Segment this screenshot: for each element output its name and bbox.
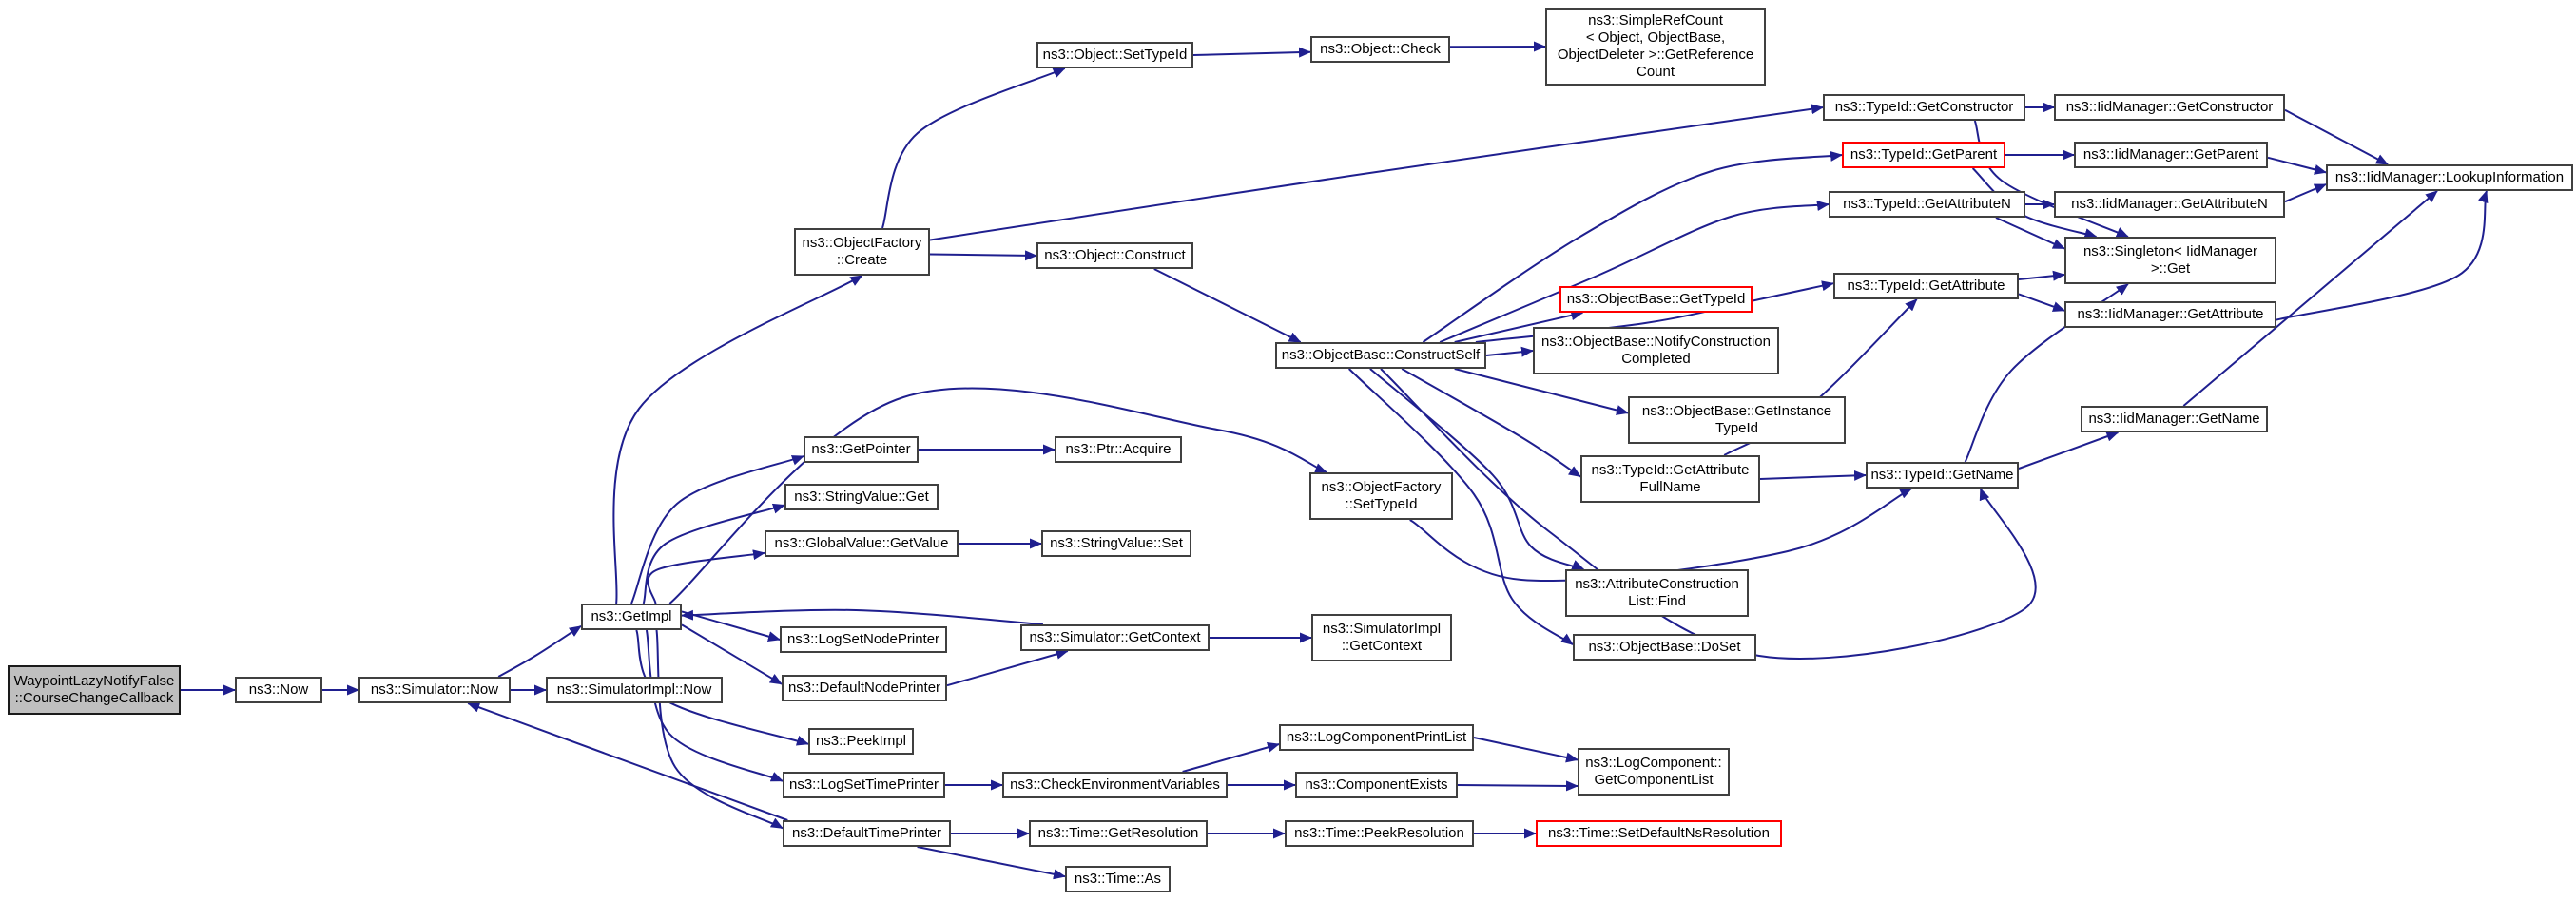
edge-simGetContext-getImpl: [682, 610, 1043, 624]
node-getInstanceTypeId[interactable]: [1628, 396, 1846, 444]
node-label-line: >::Get: [2150, 260, 2191, 277]
node-label-line: ns3::LogSetNodePrinter: [786, 631, 940, 647]
node-label-line: ns3::Object::Construct: [1044, 247, 1186, 263]
edge-getImpl-stringValueGet: [644, 505, 784, 604]
node-label-line: ns3::LogComponent::: [1585, 755, 1722, 771]
node-label-line: ns3::IidManager::GetParent: [2082, 146, 2259, 163]
node-objConstruct[interactable]: [1036, 242, 1193, 269]
node-label-line: ns3::StringValue::Set: [1050, 535, 1183, 551]
node-lookupInfo[interactable]: [2326, 164, 2573, 191]
node-label-line: ns3::DefaultTimePrinter: [791, 825, 941, 841]
node-label-line: ::SetTypeId: [1345, 496, 1418, 512]
node-objCheck[interactable]: [1310, 36, 1450, 63]
edge-objFactoryCreate-typeIdGetConstructor: [930, 107, 1823, 240]
edge-getImpl-logSetTimePrinter: [647, 630, 783, 781]
node-label-line: ns3::IidManager::GetAttribute: [2077, 306, 2264, 322]
node-label-line: ns3::SimulatorImpl::Now: [556, 681, 712, 698]
edge-constructSelf-getAttrFullName: [1402, 369, 1580, 477]
node-label-line: ns3::GlobalValue::GetValue: [774, 535, 949, 551]
node-label-line: ::Create: [836, 252, 888, 268]
node-label-line: ns3::GetPointer: [811, 441, 911, 457]
node-label-line: WaypointLazyNotifyFalse: [13, 673, 175, 689]
node-logComponentPrintList[interactable]: [1279, 724, 1474, 751]
node-label-line: Count: [1636, 64, 1675, 80]
node-label-line: ns3::ObjectBase::ConstructSelf: [1281, 347, 1481, 363]
edge-defaultNodePrinter-simGetContext: [947, 651, 1068, 685]
node-logSetTimePrinter[interactable]: [783, 772, 945, 798]
edge-iidGetConstructor-lookupInfo: [2285, 110, 2388, 164]
node-label-line: ns3::ObjectFactory: [1321, 479, 1442, 495]
edge-typeIdGetAttributeN-singletonGet: [1996, 218, 2064, 249]
edge-componentExists-logComponentGetList: [1458, 785, 1578, 786]
edge-getImpl-globalGetValue: [648, 553, 765, 604]
node-checkEnvVars[interactable]: [1002, 772, 1228, 798]
node-label-line: ns3::TypeId::GetParent: [1850, 146, 1998, 163]
node-label-line: ns3::IidManager::GetName: [2088, 411, 2260, 427]
edge-constructSelf-getInstanceTypeId: [1455, 369, 1628, 413]
node-label-line: Completed: [1621, 351, 1691, 367]
node-label-line: ns3::TypeId::GetAttribute: [1847, 278, 2005, 294]
node-getAttrFullName[interactable]: [1580, 455, 1760, 503]
node-simpleRefCount[interactable]: [1545, 8, 1766, 86]
node-simNow[interactable]: [358, 677, 511, 703]
node-label-line: ns3::ObjectBase::GetInstance: [1641, 403, 1832, 419]
node-label-line: ns3::Now: [248, 681, 309, 698]
node-getImpl[interactable]: [581, 604, 682, 630]
node-label-line: ns3::Time::As: [1074, 871, 1162, 887]
node-objFactorySetTypeId[interactable]: [1309, 472, 1453, 520]
node-logSetNodePrinter[interactable]: [780, 626, 947, 653]
node-singletonGet[interactable]: [2064, 237, 2276, 284]
edge-logComponentPrintList-logComponentGetList: [1474, 738, 1578, 760]
node-defaultTimePrinter[interactable]: [783, 820, 951, 847]
node-typeIdGetAttributeN[interactable]: [1829, 191, 2025, 218]
edge-objFactoryCreate-objSetTypeId: [882, 68, 1065, 228]
node-peekImpl[interactable]: [808, 728, 914, 755]
node-label-line: List::Find: [1628, 593, 1686, 609]
node-label-line: ns3::Object::Check: [1320, 41, 1441, 57]
node-label-line: ns3::CheckEnvironmentVariables: [1010, 776, 1220, 793]
edge-constructSelf-typeIdGetAttributeN: [1440, 204, 1829, 342]
node-label-line: ns3::DefaultNodePrinter: [787, 680, 941, 696]
edge-simNow-getImpl: [498, 626, 581, 677]
node-componentExists[interactable]: [1295, 772, 1458, 798]
node-label-line: ns3::GetImpl: [591, 608, 672, 624]
edge-constructSelf-attrListFind: [1370, 369, 1583, 569]
node-label-line: ns3::SimulatorImpl: [1322, 621, 1442, 637]
edge-iidGetParent-lookupInfo: [2268, 158, 2326, 173]
node-label-line: ns3::LogComponentPrintList: [1286, 729, 1467, 745]
edge-constructSelf-typeIdGetParent: [1423, 155, 1842, 342]
node-simGetContext[interactable]: [1020, 624, 1210, 651]
edge-getImpl-objFactorySetTypeId: [669, 388, 1327, 604]
edge-iidGetAttributeN-lookupInfo: [2285, 184, 2326, 201]
edge-defaultTimePrinter-timeAs: [918, 847, 1065, 876]
edge-constructSelf-notifyConstruction: [1486, 351, 1533, 355]
node-courseChange[interactable]: [8, 665, 181, 715]
node-label-line: ns3::Simulator::Now: [370, 681, 499, 698]
node-iidGetAttribute[interactable]: [2064, 301, 2276, 328]
node-label-line: < Object, ObjectBase,: [1585, 29, 1726, 46]
node-label-line: ns3::TypeId::GetName: [1870, 467, 2014, 483]
node-label-line: ns3::ComponentExists: [1305, 776, 1448, 793]
node-label-line: ns3::SimpleRefCount: [1588, 12, 1723, 29]
node-attrListFind[interactable]: [1565, 569, 1749, 617]
node-defaultNodePrinter[interactable]: [782, 675, 947, 701]
node-objFactoryCreate[interactable]: [794, 228, 930, 276]
node-logComponentGetList[interactable]: [1578, 748, 1730, 796]
node-label-line: ns3::ObjectBase::DoSet: [1588, 639, 1741, 655]
node-timeGetResolution[interactable]: [1029, 820, 1208, 847]
node-objSetTypeId[interactable]: [1036, 42, 1193, 68]
node-label-line: ns3::ObjectBase::GetTypeId: [1566, 291, 1746, 307]
node-label-line: ns3::TypeId::GetConstructor: [1834, 99, 2014, 115]
node-label-line: ns3::Ptr::Acquire: [1065, 441, 1172, 457]
node-label-line: ns3::LogSetTimePrinter: [788, 776, 939, 793]
node-simImplGetContext[interactable]: [1311, 614, 1452, 661]
node-label-line: ns3::TypeId::GetAttribute: [1591, 462, 1750, 478]
node-label-line: ns3::IidManager::LookupInformation: [2334, 169, 2565, 185]
node-notifyConstruction[interactable]: [1533, 327, 1779, 374]
edge-objFactoryCreate-objConstruct: [930, 255, 1036, 257]
node-typeIdGetParent[interactable]: [1842, 142, 2005, 168]
node-typeIdGetName[interactable]: [1866, 462, 2019, 489]
edge-getImpl-defaultNodePrinter: [682, 624, 782, 683]
node-label-line: ns3::PeekImpl: [815, 733, 907, 749]
node-label-line: ns3::Object::SetTypeId: [1042, 47, 1188, 63]
node-label-line: ns3::IidManager::GetAttributeN: [2071, 196, 2268, 212]
node-typeIdGetConstructor[interactable]: [1823, 94, 2025, 121]
edge-objConstruct-constructSelf: [1154, 269, 1301, 342]
node-label-line: ns3::Singleton< IidManager: [2082, 243, 2258, 259]
node-label-line: ns3::StringValue::Get: [794, 489, 929, 505]
node-label-line: ::CourseChangeCallback: [14, 690, 174, 706]
node-iidGetName[interactable]: [2081, 406, 2268, 432]
node-timeAs[interactable]: [1065, 866, 1171, 892]
node-iidGetConstructor[interactable]: [2054, 94, 2285, 121]
node-typeIdGetAttribute[interactable]: [1833, 273, 2019, 299]
node-label-line: GetComponentList: [1594, 772, 1714, 788]
node-now[interactable]: [235, 677, 322, 703]
node-label-line: TypeId: [1714, 420, 1759, 436]
node-getPointer[interactable]: [804, 436, 919, 463]
edge-typeIdGetAttribute-iidGetAttribute: [2019, 294, 2064, 310]
node-ptrAcquire[interactable]: [1055, 436, 1182, 463]
node-timeSetDefaultNsResolution[interactable]: [1536, 820, 1782, 847]
node-iidGetAttributeN[interactable]: [2054, 191, 2285, 218]
node-iidGetParent[interactable]: [2074, 142, 2268, 168]
node-globalGetValue[interactable]: [765, 530, 959, 557]
edge-getAttrFullName-typeIdGetName: [1760, 475, 1866, 479]
edge-getImpl-defaultTimePrinter: [657, 630, 784, 828]
node-stringValueGet[interactable]: [784, 484, 939, 510]
node-label-line: ns3::Time::GetResolution: [1037, 825, 1199, 841]
node-label-line: ns3::TypeId::GetAttributeN: [1843, 196, 2011, 212]
node-stringValueSet[interactable]: [1041, 530, 1191, 557]
node-label-line: ns3::ObjectBase::NotifyConstruction: [1541, 334, 1771, 350]
edge-iidGetName-lookupInfo: [2183, 191, 2437, 406]
node-doSet[interactable]: [1573, 634, 1756, 661]
node-constructSelf[interactable]: [1275, 342, 1486, 369]
edge-typeIdGetAttribute-singletonGet: [2019, 275, 2064, 279]
node-label-line: FullName: [1639, 479, 1701, 495]
node-obGetTypeId[interactable]: [1559, 286, 1753, 313]
edge-typeIdGetName-iidGetName: [2019, 432, 2118, 469]
node-label-line: ns3::ObjectFactory: [802, 235, 922, 251]
node-label-line: ns3::AttributeConstruction: [1575, 576, 1739, 592]
node-label-line: ns3::Time::SetDefaultNsResolution: [1548, 825, 1770, 841]
node-timePeekResolution[interactable]: [1285, 820, 1474, 847]
node-label-line: ns3::Simulator::GetContext: [1029, 629, 1201, 645]
edge-checkEnvVars-logComponentPrintList: [1183, 744, 1279, 772]
node-label-line: ns3::IidManager::GetConstructor: [2065, 99, 2274, 115]
edge-objSetTypeId-objCheck: [1193, 52, 1310, 55]
edge-defaultTimePrinter-simNow: [468, 703, 787, 820]
node-label-line: ns3::Time::PeekResolution: [1294, 825, 1464, 841]
node-simImplNow[interactable]: [546, 677, 723, 703]
node-label-line: ::GetContext: [1341, 638, 1423, 654]
node-label-line: ObjectDeleter >::GetReference: [1557, 47, 1754, 63]
